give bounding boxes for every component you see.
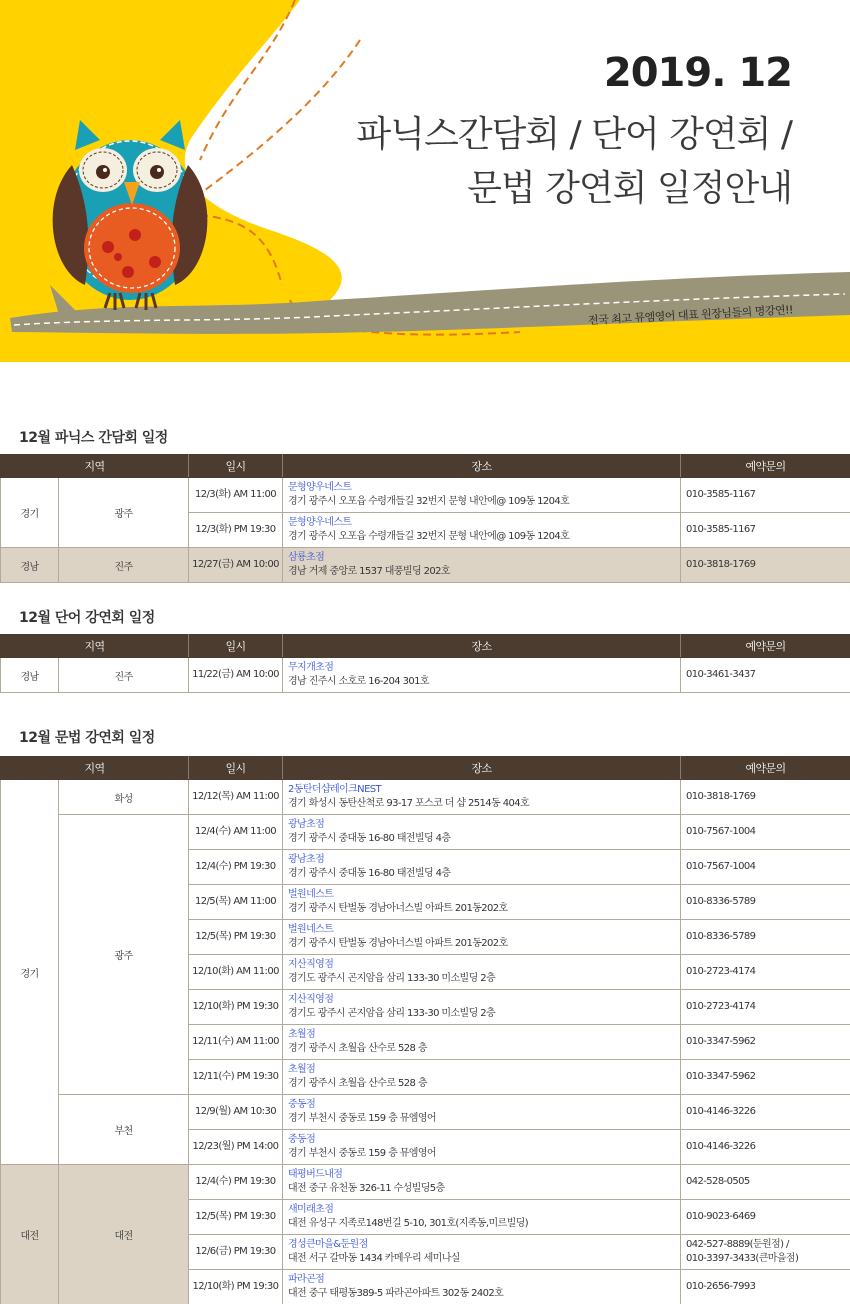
- word-table: [0, 634, 850, 693]
- place-address: 경기도 광주시 곤지암읍 삼리 133-30 미소빌딩 2층: [288, 973, 496, 984]
- contact-line-1: 042-527-8889(둔원점) /: [686, 1239, 789, 1250]
- grammar-table: [0, 756, 850, 1304]
- place-name: 지산직영점: [288, 994, 334, 1005]
- contact-cell: 010-4146-3226: [681, 1095, 850, 1130]
- contact-cell: 010-3461-3437: [681, 658, 850, 693]
- place-cell: [283, 548, 681, 583]
- place-name: 광남초점: [288, 819, 325, 830]
- table-row: [1, 548, 850, 583]
- subregion-cell: 광주: [59, 478, 189, 548]
- datetime-cell: 12/5(목) AM 11:00: [189, 885, 283, 920]
- place-name: 중동점: [288, 1134, 316, 1145]
- place-cell: [283, 955, 681, 990]
- subregion-cell: 광주: [59, 815, 189, 1095]
- place-name: 무지개초점: [288, 662, 334, 673]
- place-address: 경기 광주시 중대동 16-80 태전빌딩 4층: [288, 833, 451, 844]
- contact-cell: 010-8336-5789: [681, 920, 850, 955]
- contact-cell: 010-2656-7993: [681, 1270, 850, 1304]
- header-datetime: 일시: [189, 635, 283, 658]
- place-cell: [283, 990, 681, 1025]
- contact-cell: 010-3347-5962: [681, 1060, 850, 1095]
- place-address: 경기 광주시 탄벌동 경남아너스빌 아파트 201동202호: [288, 903, 508, 914]
- region-cell: 경기: [1, 478, 59, 548]
- hero-banner: [0, 0, 850, 362]
- place-name: 삼룡초점: [288, 552, 325, 563]
- region-cell: 경남: [1, 658, 59, 693]
- place-cell: [283, 920, 681, 955]
- subregion-cell: 화성: [59, 780, 189, 815]
- subregion-cell: 진주: [59, 658, 189, 693]
- datetime-cell: 12/9(월) AM 10:30: [189, 1095, 283, 1130]
- place-name: 경성큰마을&둔원점: [288, 1239, 368, 1250]
- place-address: 경기 부천시 중동로 159 층 뮤엠영어: [288, 1148, 436, 1159]
- phonics-table: [0, 454, 850, 583]
- place-cell: [283, 1095, 681, 1130]
- subregion-cell: 진주: [59, 548, 189, 583]
- region-cell: 대전: [1, 1165, 59, 1304]
- place-cell: [283, 1130, 681, 1165]
- contact-cell: 010-3818-1769: [681, 548, 850, 583]
- place-cell: [283, 1165, 681, 1200]
- contact-cell: 010-3585-1167: [681, 513, 850, 548]
- place-cell: [283, 1235, 681, 1270]
- place-address: 경기도 광주시 곤지암읍 삼리 133-30 미소빌딩 2층: [288, 1008, 496, 1019]
- table-row: [1, 780, 850, 815]
- datetime-cell: 12/11(수) AM 11:00: [189, 1025, 283, 1060]
- place-cell: [283, 478, 681, 513]
- place-address: 경기 광주시 중대동 16-80 태전빌딩 4층: [288, 868, 451, 879]
- contact-cell: 042-528-0505: [681, 1165, 850, 1200]
- place-cell: [283, 1060, 681, 1095]
- place-address: 대전 중구 태평동389-5 파라곤아파트 302동 2402호: [288, 1288, 504, 1299]
- table-header-row: [1, 455, 850, 478]
- section-title-grammar: 12월 문법 강연회 일정: [19, 730, 155, 746]
- place-name: 초월점: [288, 1029, 316, 1040]
- header-datetime: 일시: [189, 757, 283, 780]
- table-row: [1, 815, 850, 850]
- datetime-cell: 12/5(목) PM 19:30: [189, 920, 283, 955]
- banner-tagline: 전국 최고 뮤엠영어 대표 원장님들의 명강연!!: [587, 303, 794, 327]
- datetime-cell: 12/6(금) PM 19:30: [189, 1235, 283, 1270]
- datetime-cell: 12/10(화) AM 11:00: [189, 955, 283, 990]
- place-name: 벌원네스트: [288, 924, 334, 935]
- datetime-cell: 12/10(화) PM 19:30: [189, 1270, 283, 1304]
- banner-title-line2: 문법 강연회 일정안내: [467, 168, 792, 209]
- datetime-cell: 11/22(금) AM 10:00: [189, 658, 283, 693]
- datetime-cell: 12/4(수) AM 11:00: [189, 815, 283, 850]
- banner-year: 2019. 12: [603, 50, 792, 96]
- datetime-cell: 12/5(목) PM 19:30: [189, 1200, 283, 1235]
- section-title-word: 12월 단어 강연회 일정: [19, 610, 155, 626]
- contact-cell: 010-4146-3226: [681, 1130, 850, 1165]
- banner-title-line1: 파닉스간담회 / 단어 강연회 /: [356, 114, 792, 155]
- place-name: 새미래초점: [288, 1204, 334, 1215]
- place-name: 문형양우네스트: [288, 517, 352, 528]
- datetime-cell: 12/4(수) PM 19:30: [189, 1165, 283, 1200]
- place-name: 초월점: [288, 1064, 316, 1075]
- place-address: 경기 광주시 초월읍 산수로 528 층: [288, 1078, 427, 1089]
- contact-cell: 010-7567-1004: [681, 815, 850, 850]
- place-address: 경남 진주시 소호로 16-204 301호: [288, 676, 429, 687]
- header-datetime: 일시: [189, 455, 283, 478]
- contact-cell: 010-7567-1004: [681, 850, 850, 885]
- place-cell: [283, 815, 681, 850]
- place-cell: [283, 513, 681, 548]
- place-name: 중동점: [288, 1099, 316, 1110]
- header-contact: 예약문의: [681, 757, 850, 780]
- place-address: 경기 광주시 오포읍 수령개들길 32번지 문형 내안에@ 109동 1204호: [288, 496, 570, 507]
- contact-cell: 010-3818-1769: [681, 780, 850, 815]
- section-title-phonics: 12월 파닉스 간담회 일정: [19, 430, 168, 446]
- place-address: 경기 광주시 오포읍 수령개들길 32번지 문형 내안에@ 109동 1204호: [288, 531, 570, 542]
- place-address: 경기 광주시 초월읍 산수로 528 층: [288, 1043, 427, 1054]
- subregion-cell: 부천: [59, 1095, 189, 1165]
- table-row: [1, 1095, 850, 1130]
- datetime-cell: 12/23(월) PM 14:00: [189, 1130, 283, 1165]
- header-region: 지역: [1, 757, 189, 780]
- table-row: [1, 1165, 850, 1200]
- place-address: 경기 화성시 동탄산척로 93-17 포스코 더 샵 2514동 404호: [288, 798, 530, 809]
- place-cell: [283, 780, 681, 815]
- place-cell: [283, 850, 681, 885]
- place-cell: [283, 885, 681, 920]
- table-header-row: [1, 757, 850, 780]
- place-name: 태평버드내점: [288, 1169, 343, 1180]
- contact-cell: 010-3585-1167: [681, 478, 850, 513]
- header-region: 지역: [1, 455, 189, 478]
- place-cell: [283, 658, 681, 693]
- place-name: 벌원네스트: [288, 889, 334, 900]
- datetime-cell: 12/27(금) AM 10:00: [189, 548, 283, 583]
- place-name: 2동탄더샵레이크NEST: [288, 784, 382, 795]
- table-header-row: [1, 635, 850, 658]
- place-cell: [283, 1270, 681, 1304]
- header-region: 지역: [1, 635, 189, 658]
- datetime-cell: 12/11(수) PM 19:30: [189, 1060, 283, 1095]
- place-address: 경기 부천시 중동로 159 층 뮤엠영어: [288, 1113, 436, 1124]
- contact-cell: 010-2723-4174: [681, 955, 850, 990]
- region-cell: 경남: [1, 548, 59, 583]
- place-address: 대전 중구 유천동 326-11 수성빌딩5층: [288, 1183, 445, 1194]
- header-contact: 예약문의: [681, 455, 850, 478]
- contact-cell: 010-3347-5962: [681, 1025, 850, 1060]
- place-cell: [283, 1025, 681, 1060]
- header-place: 장소: [283, 635, 681, 658]
- place-cell: [283, 1200, 681, 1235]
- header-place: 장소: [283, 455, 681, 478]
- contact-cell: 010-8336-5789: [681, 885, 850, 920]
- place-name: 문형양우네스트: [288, 482, 352, 493]
- datetime-cell: 12/4(수) PM 19:30: [189, 850, 283, 885]
- contact-cell: 010-9023-6469: [681, 1200, 850, 1235]
- datetime-cell: 12/3(화) PM 19:30: [189, 513, 283, 548]
- datetime-cell: 12/10(화) PM 19:30: [189, 990, 283, 1025]
- table-row: [1, 658, 850, 693]
- place-address: 대전 서구 갈마동 1434 카메우리 세미나실: [288, 1253, 460, 1264]
- place-name: 지산직영점: [288, 959, 334, 970]
- contact-cell: [681, 1235, 850, 1270]
- table-row: [1, 478, 850, 513]
- contact-cell: 010-2723-4174: [681, 990, 850, 1025]
- place-name: 파라곤점: [288, 1274, 325, 1285]
- header-contact: 예약문의: [681, 635, 850, 658]
- datetime-cell: 12/12(목) AM 11:00: [189, 780, 283, 815]
- place-address: 경남 거제 중앙로 1537 대풍빌딩 202호: [288, 566, 450, 577]
- region-cell: 경기: [1, 780, 59, 1165]
- header-place: 장소: [283, 757, 681, 780]
- subregion-cell: 대전: [59, 1165, 189, 1304]
- place-name: 광남초점: [288, 854, 325, 865]
- contact-line-2: 010-3397-3433(큰마을점): [686, 1253, 799, 1264]
- datetime-cell: 12/3(화) AM 11:00: [189, 478, 283, 513]
- place-address: 대전 유성구 지족로148번길 5-10, 301호(지족동,미르빌딩): [288, 1218, 529, 1229]
- place-address: 경기 광주시 탄벌동 경남아너스빌 아파트 201동202호: [288, 938, 508, 949]
